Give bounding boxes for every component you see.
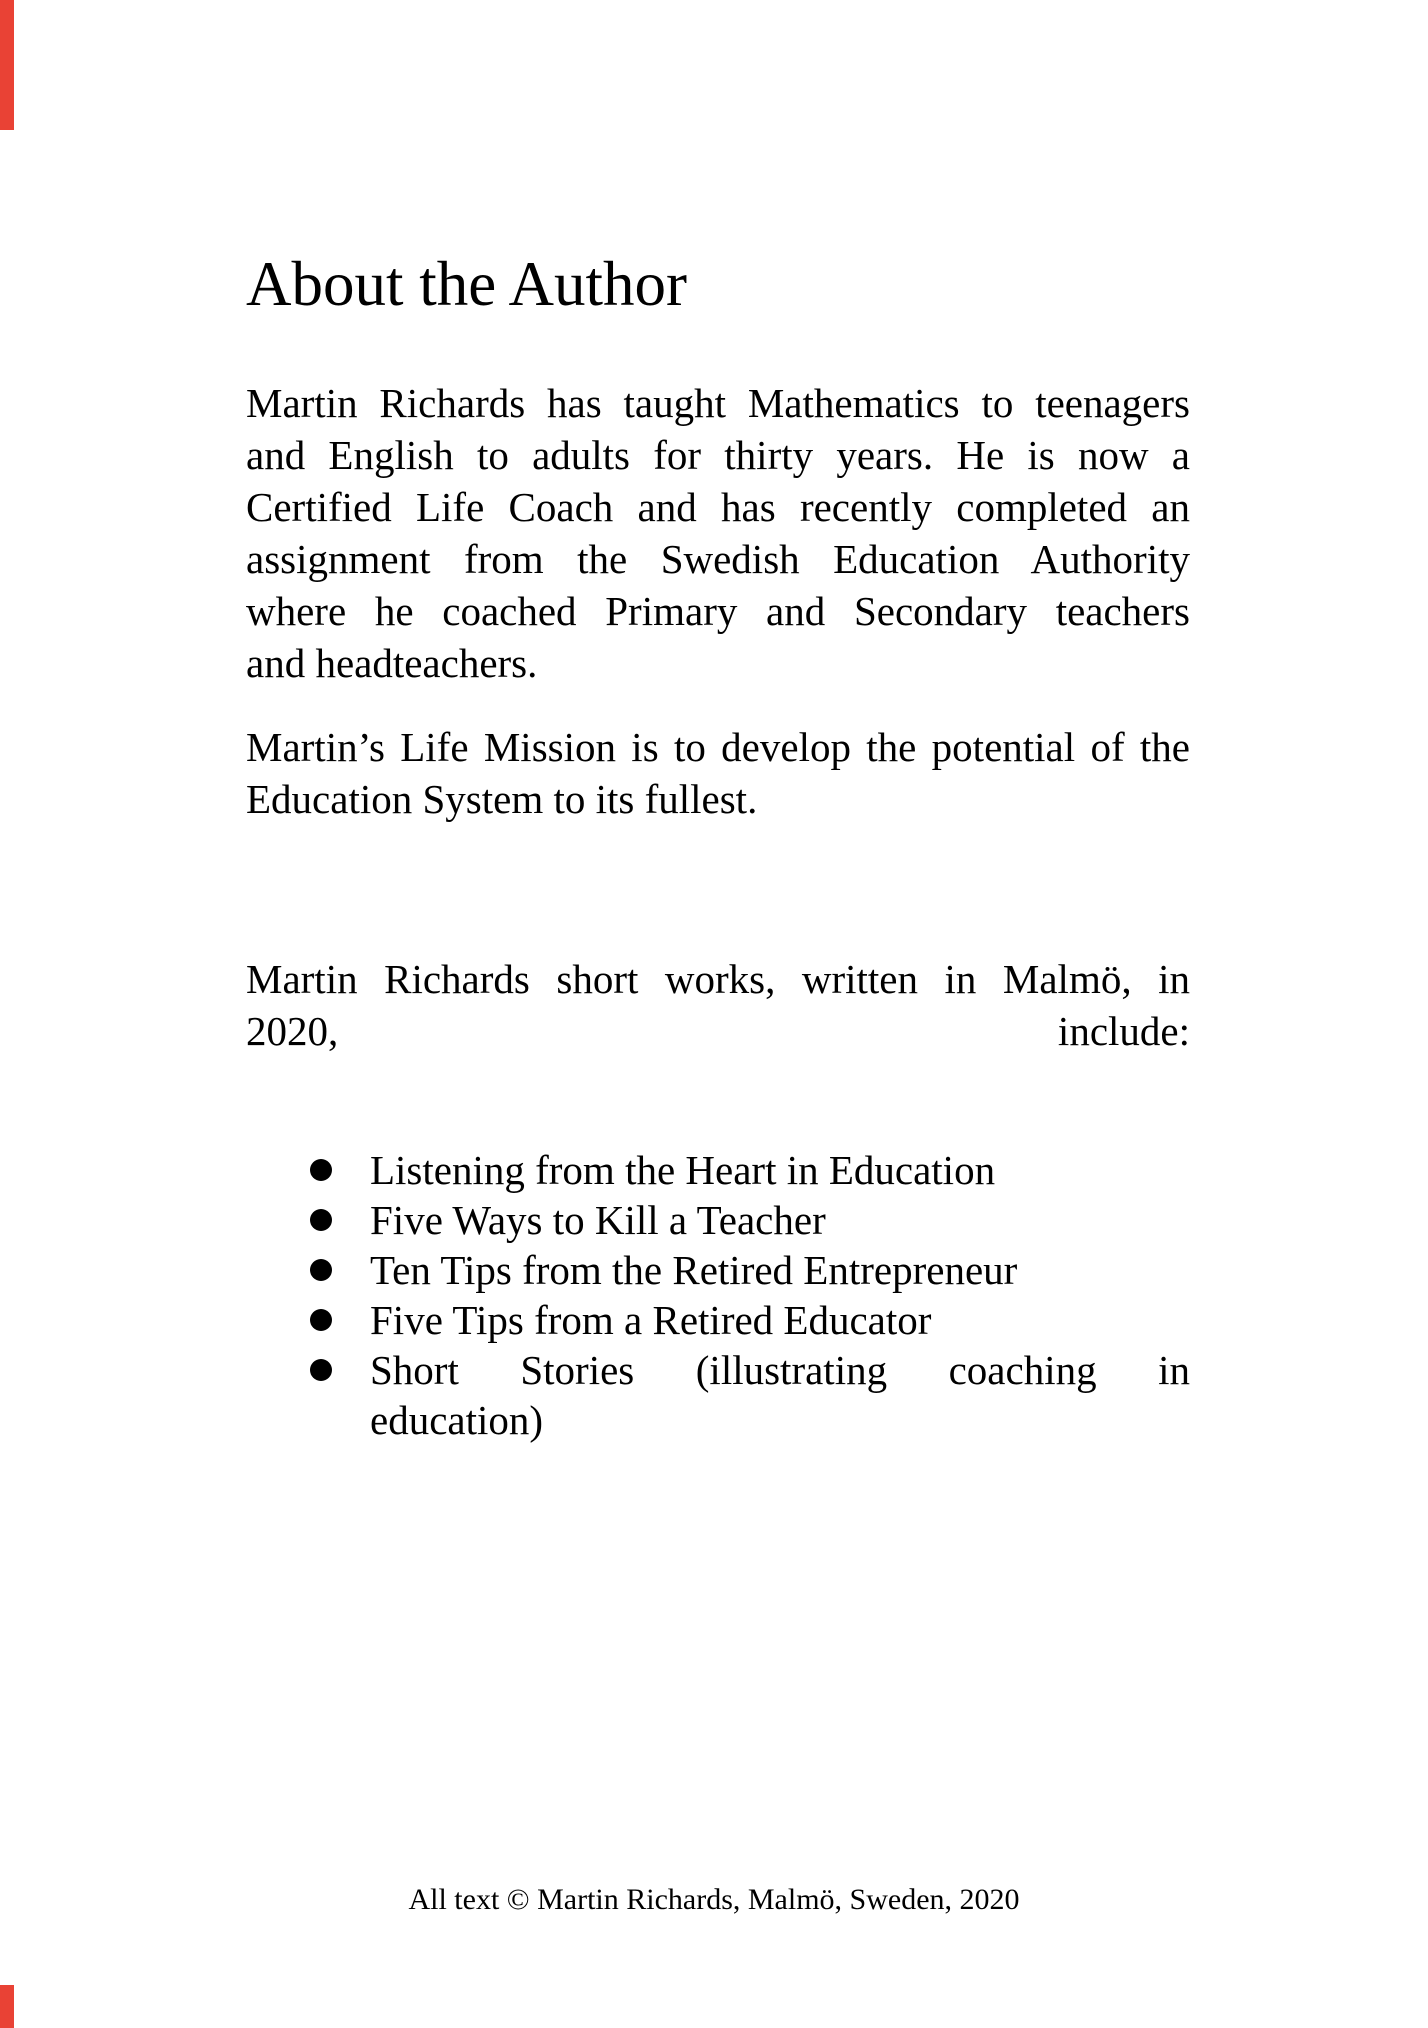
scroll-marker-top: [0, 0, 14, 130]
text-line: Certified Life Coach and has recently completed an: [246, 484, 1190, 530]
list-item: [246, 1145, 1190, 1195]
bullet-dot-icon: [310, 1209, 332, 1231]
bullet-dot-icon: [310, 1259, 332, 1281]
text-line: and headteachers.: [246, 640, 538, 686]
text-line: Education System to its fullest.: [246, 776, 758, 822]
para-author-bio: [246, 377, 1190, 689]
para-life-mission: [246, 721, 1190, 825]
bullet-dot-icon: [310, 1309, 332, 1331]
footer-copyright: All text © Martin Richards, Malmö, Sweden, 2020: [408, 1883, 1020, 1916]
page-title: About the Author: [246, 249, 687, 319]
bullet-dot-icon: [310, 1159, 332, 1181]
text-line: Five Tips from a Retired Educator: [370, 1297, 932, 1343]
text-line: Martin Richards short works, written in Malmö, in: [246, 956, 1190, 1002]
para-short-works: [246, 953, 1190, 1057]
text-line: Short Stories (illustrating coaching in: [370, 1347, 1190, 1393]
text-line: and English to adults for thirty years. He is now a: [246, 432, 1190, 478]
bullet-dot-icon: [310, 1359, 332, 1381]
list-item: [246, 1345, 1190, 1445]
text-line: Martin Richards has taught Mathematics to teenagers: [246, 380, 1190, 426]
text-line: Five Ways to Kill a Teacher: [370, 1197, 826, 1243]
text-line: Ten Tips from the Retired Entrepreneur: [370, 1247, 1018, 1293]
scroll-marker-bottom: [0, 1985, 14, 2028]
list-item: [246, 1245, 1190, 1295]
text-line: where he coached Primary and Secondary teachers: [246, 588, 1190, 634]
bullet-list: [246, 1145, 1190, 1445]
text-line: Listening from the Heart in Education: [370, 1147, 996, 1193]
text-line: education): [370, 1397, 544, 1443]
list-item: [246, 1295, 1190, 1345]
text-line: Martin’s Life Mission is to develop the potential of the: [246, 724, 1190, 770]
list-item: [246, 1195, 1190, 1245]
text-line: 2020, include:: [246, 1008, 1190, 1054]
text-line: assignment from the Swedish Education Authority: [246, 536, 1190, 582]
